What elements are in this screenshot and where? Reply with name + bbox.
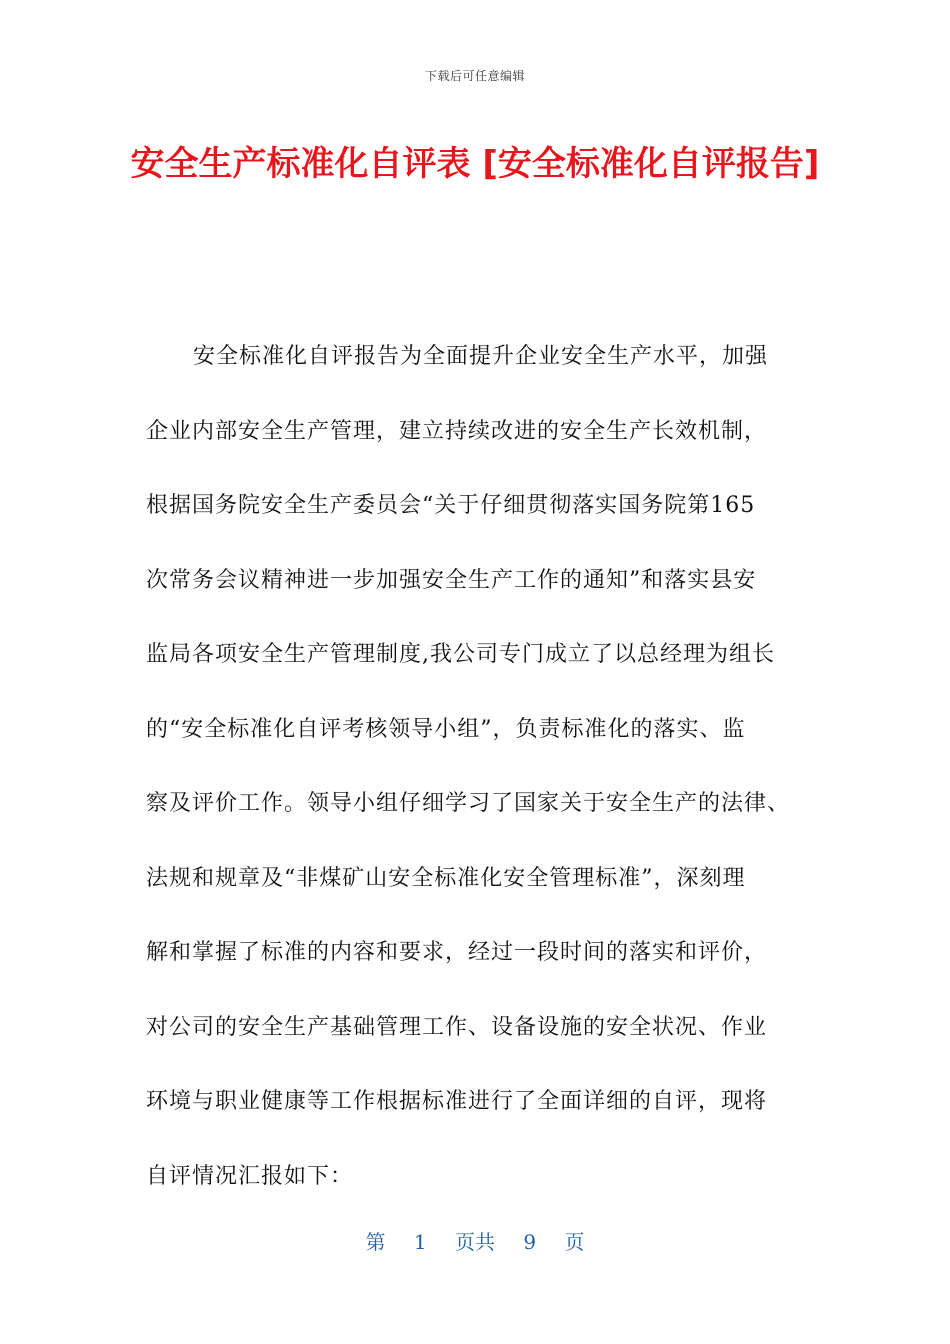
header-note: 下载后可任意编辑 [424,69,525,83]
paragraph-line: 法规和规章及“非煤矿山安全标准化安全管理标准”，深刻理 [146,865,746,891]
paragraph-line: 安全标准化自评报告为全面提升企业安全生产水平，加强 [193,344,769,369]
page-total: 9 [523,1230,537,1254]
paragraph-line: 自评情况汇报如下： [146,1163,354,1189]
page-footer [0,1226,950,1255]
paragraph-line: 根据国务院安全生产委员会“关于仔细贯彻落实国务院第165 [146,493,756,518]
page-prefix: 第 [365,1230,386,1254]
paragraph-line: 察及评价工作。领导小组仔细学习了国家关于安全生产的法律、 [146,791,791,816]
document-title: 安全生产标准化自评表 [安全标准化自评报告] [130,144,820,184]
paragraph-line: 对公司的安全生产基础管理工作、设备设施的安全状况、作业 [146,1014,768,1040]
paragraph-line: 解和掌握了标准的内容和要求，经过一段时间的落实和评价， [146,940,768,965]
page-middle: 页共 [455,1230,495,1254]
paragraph-line: 环境与职业健康等工作根据标准进行了全面详细的自评，现将 [146,1089,768,1114]
paragraph-line: 的“安全标准化自评考核领导小组”，负责标准化的落实、监 [146,716,746,742]
page-suffix: 页 [564,1230,585,1254]
paragraph-line: 监局各项安全生产管理制度,我公司专门成立了以总经理为组长 [146,642,775,667]
paragraph-line: 企业内部安全生产管理，建立持续改进的安全生产长效机制， [146,418,768,444]
body-paragraph [146,320,810,1214]
paragraph-line: 次常务会议精神进一步加强安全生产工作的通知”和落实县安 [146,567,757,593]
page-current: 1 [413,1230,427,1254]
